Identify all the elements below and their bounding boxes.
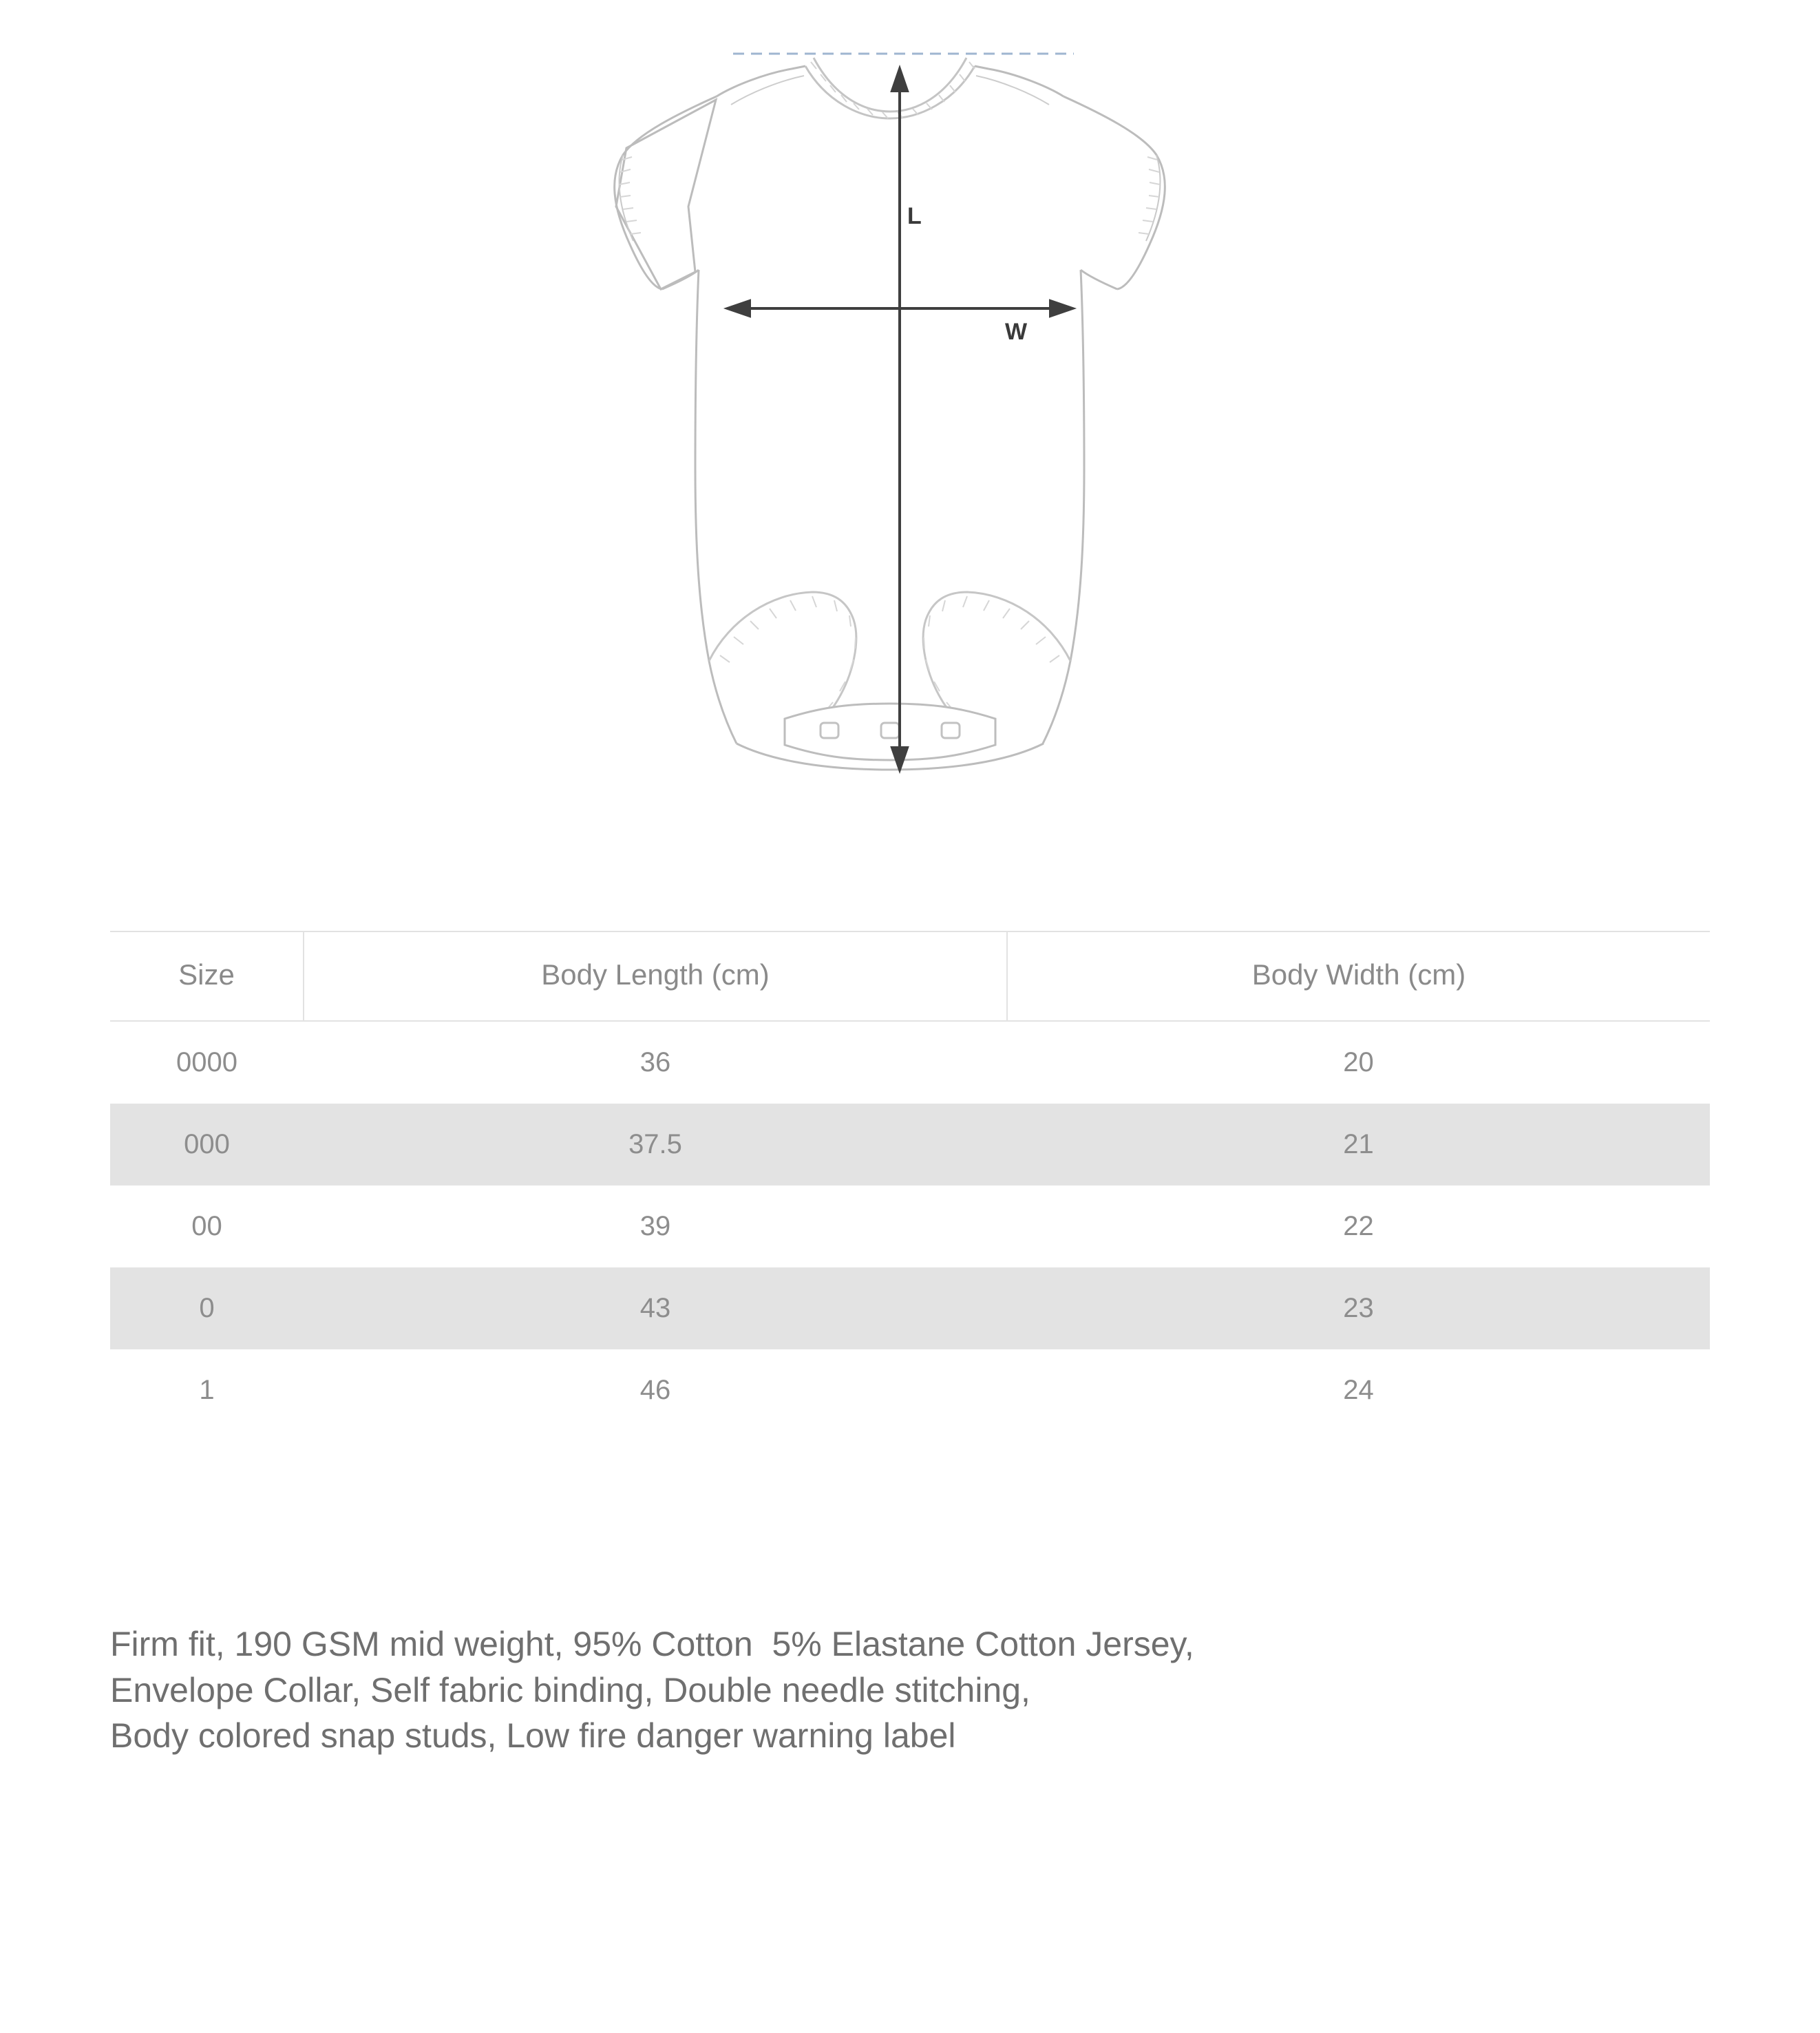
cell-size: 0000: [110, 1021, 304, 1104]
table-row: [110, 1349, 1710, 1431]
table-row: [110, 1186, 1710, 1267]
cell-body-length: 39: [304, 1186, 1007, 1267]
table-header: [110, 931, 1710, 1021]
column-header-body-width: Body Width (cm): [1007, 931, 1710, 1021]
description-line-3: Body colored snap studs, Low fire danger warning label: [110, 1716, 956, 1755]
table-body: [110, 1021, 1710, 1431]
cell-body-width: 24: [1007, 1349, 1710, 1431]
cell-body-length: 36: [304, 1021, 1007, 1104]
cell-size: 000: [110, 1104, 304, 1186]
cell-body-length: 43: [304, 1267, 1007, 1349]
garment-diagram: [0, 0, 1820, 881]
cell-body-width: 20: [1007, 1021, 1710, 1104]
onesie-illustration: [0, 0, 1820, 881]
cell-body-length: 37.5: [304, 1104, 1007, 1186]
cell-size: 00: [110, 1186, 304, 1267]
description-line-2: Envelope Collar, Self fabric binding, Double needle stitching,: [110, 1670, 1030, 1709]
length-label: L: [907, 203, 922, 229]
column-header-size: Size: [110, 931, 304, 1021]
cell-body-length: 46: [304, 1349, 1007, 1431]
width-label: W: [1005, 319, 1028, 345]
table-row: [110, 1021, 1710, 1104]
product-description: [110, 1621, 1728, 1759]
cell-body-width: 21: [1007, 1104, 1710, 1186]
table-row: [110, 1267, 1710, 1349]
size-table-wrapper: [110, 931, 1707, 1431]
table-row: [110, 1104, 1710, 1186]
description-line-1: Firm fit, 190 GSM mid weight, 95% Cotton 5% Elastane Cotton Jersey,: [110, 1625, 1194, 1663]
table-header-row: [110, 931, 1710, 1021]
size-table: [110, 931, 1710, 1431]
column-header-body-length: Body Length (cm): [304, 931, 1007, 1021]
cell-size: 0: [110, 1267, 304, 1349]
cell-body-width: 22: [1007, 1186, 1710, 1267]
cell-body-width: 23: [1007, 1267, 1710, 1349]
cell-size: 1: [110, 1349, 304, 1431]
